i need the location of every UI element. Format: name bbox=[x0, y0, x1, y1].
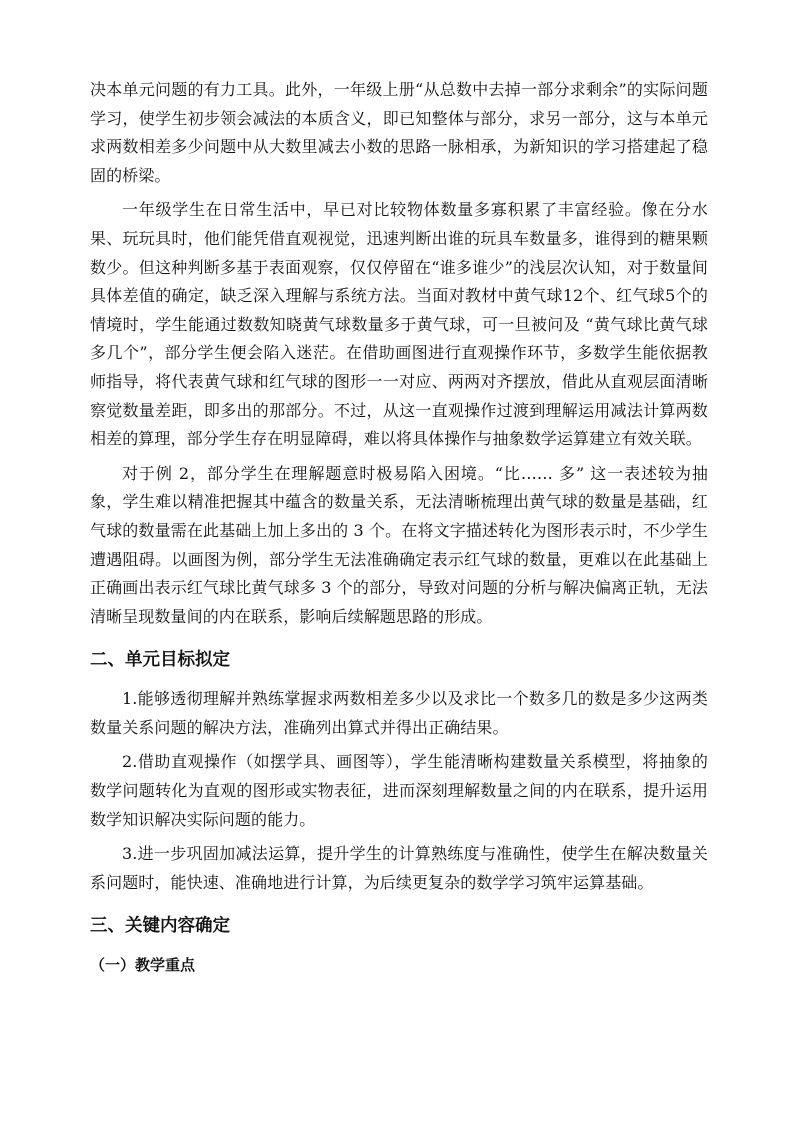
section-heading-key-content: 三、关键内容确定 bbox=[90, 916, 230, 937]
section-heading-unit-goals: 二、单元目标拟定 bbox=[90, 650, 230, 671]
goal-item-3: 3.进一步巩固加减法运算，提升学生的计算熟练度与准确性，使学生在解决数量关系问题时，能快速、准确地进行计算，为后续更复杂的数学学习筑牢运算基础。 bbox=[90, 844, 708, 892]
goal-item-1: 1.能够透彻理解并熟练掌握求两数相差多少以及求比一个数多几的数是多少这两类数量关系问题的解决方法，准确列出算式并得出正确结果。 bbox=[90, 689, 708, 737]
goal-item-2: 2.借助直观操作（如摆学具、画图等），学生能清晰构建数量关系模型，将抽象的数学问题转化为直观的图形或实物表征，进而深刻理解数量之间的内在联系，提升运用数学知识解决实际问题的能力。 bbox=[90, 752, 708, 829]
paragraph-student-experience: 一年级学生在日常生活中，早已对比较物体数量多寡积累了丰富经验。像在分水果、玩玩具时，他们能凭借直观视觉，迅速判断出谁的玩具车数量多，谁得到的糖果颗数少。但这种判断多基于表面观察，仅仅停留在“谁多谁少”的浅层次认知，对于数量间具体差值的确定，缺乏深入理解与系统方法。当面对教材中黄气球12个、红气球5个的情境时，学生能通过数数知晓黄气球数量多于黄气球，可一旦被问及 “黄气球比黄气球多几个”，部分学生便会陷入迷茫。在借助画图进行直观操作环节，多数学生能依据教师指导，将代表黄气球和红气球的图形一一对应、两两对齐摆放，借此从直观层面清晰察觉数量差距，即多出的那部分。不过，从这一直观操作过渡到理解运用减法计算两数相差的算理，部分学生存在明显障碍，难以将具体操作与抽象数学运算建立有效关联。 bbox=[90, 200, 708, 449]
document-content bbox=[90, 76, 708, 979]
subsection-heading-teaching-focus: （一）教学重点 bbox=[90, 956, 196, 975]
paragraph-continuation: 决本单元问题的有力工具。此外，一年级上册“从总数中去掉一部分求剩余”的实际问题学习，使学生初步领会减法的本质含义，即已知整体与部分，求另一部分，这与本单元求两数相差多少问题中从大数里减去小数的思路一脉相承，为新知识的学习搭建起了稳固的桥梁。 bbox=[90, 80, 708, 185]
paragraph-example-2: 对于例 2，部分学生在理解题意时极易陷入困境。“比…… 多” 这一表述较为抽象，学生难以精准把握其中蕴含的数量关系，无法清晰梳理出黄气球的数量是基础，红气球的数量需在此基础上加上多出的 3 个。在将文字描述转化为图形表示时，不少学生遭遇阻碍。以画图为例，部分学生无法准确确定表示红气球的数量，更难以在此基础上正确画出表示红气球比黄气球多 3 个的部分，导致对问题的分析与解决偏离正轨，无法清晰呈现数量间的内在联系，影响后续解题思路的形成。 bbox=[90, 463, 708, 626]
